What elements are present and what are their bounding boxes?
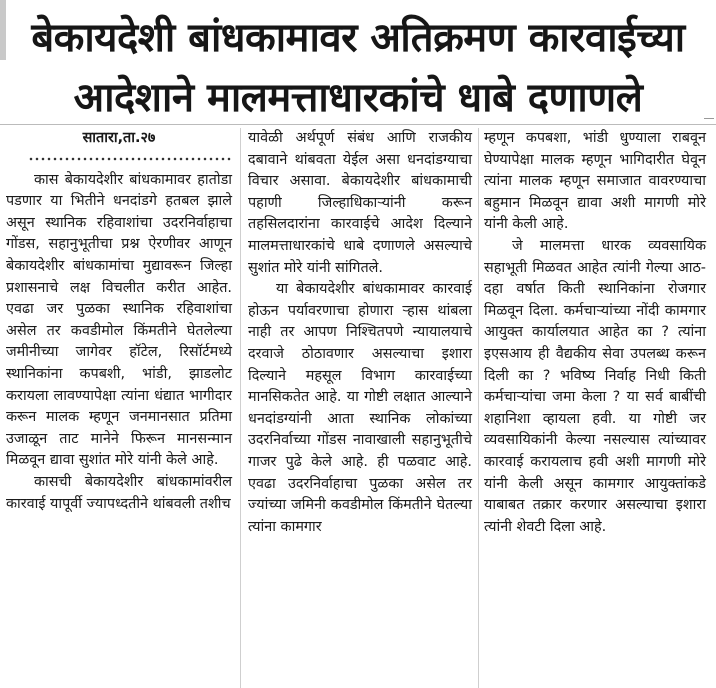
article-column-1 (6, 128, 232, 515)
column-2-paragraph-2: या बेकायदेशीर बांधकामावर कारवाई होऊन पर्यावरणाचा होणारा ऱ्हास थांबला नाही तर आपण निश्चितपणे न्यायालयाचे दरवाजे ठोठावणार असल्याचा इशारा दिल्याने महसूल विभाग कारवाईच्या मानसिकतेत आहे. या गोष्टी लक्षात आल्याने धनदांडग्यांनी आता स्थानिक लोकांच्या उदरनिर्वाच्या गोंडस नावाखाली सहानुभूतीचे गाजर पुढे केले आहे. ही पळवाट आहे. एवढा उदरनिर्वाहाचा पुळका असेल तर ज्यांच्या जमिनी कवडीमोल किंमतीने घेतल्या त्यांना कामगार (248, 281, 472, 535)
article-column-3 (484, 128, 706, 538)
right-edge-mark (704, 118, 714, 119)
column-divider-1 (240, 128, 241, 688)
column-1-paragraph-1: कास बेकायदेशीर बांधकामावर हातोडा पडणार या भितीने धनदांडगे हतबल झाले असून स्थानिक रहिवाशांचा उदरनिर्वाहाचा गोंडस, सहानुभूतीचा प्रश्न ऐरणीवर आणून बेकायदेशीर बांधकामांचा मुद्यावरून जिल्हा प्रशासनाचे लक्ष विचलीत करीत आहेत. एवढा जर पुळका स्थानिक रहिवाशांचा असेल तर कवडीमोल किंमतीने घेतलेल्या जमीनीच्या जागेवर हॉटेल, रिसॉर्टमध्ये स्थानिकांना कपबशी, भांडी, झाडलोट करायला लावण्यापेक्षा त्यांना धंद्यात भागीदार करून मालक म्हणून जनमानसात प्रतिमा उजाळून ताट मानेने फिरून मानसन्मान मिळवून द्यावा सुशांत मोरे यांनी केले आहे. (6, 171, 232, 469)
column-3-paragraph-2: जे मालमत्ता धारक व्यवसायिक सहाभूती मिळवत आहेत त्यांनी गेल्या आठ-दहा वर्षात किती स्थानिकांना रोजगार मिळवून दिला. कर्मचाऱ्यांच्या नोंदी कामगार आयुक्त कार्यालयात आहेत का ? त्यांना इएसआय ही वैद्यकीय सेवा उपलब्ध करून दिली का ? भविष्य निर्वाह निधी किती कर्मचाऱ्यांचा जमा केला ? या सर्व बाबींची शहानिशा व्हायला हवी. या गोष्टी जर व्यवसायिकांनी केल्या नसल्यास त्यांच्यावर कारवाई करायलाच हवी अशी मागणी मोरे यांनी केली असून कामगार आयुक्तांकडे याबाबत तक्रार करणार असल्याचा इशारा त्यांनी शेवटी दिला आहे. (484, 237, 706, 535)
headline-line-2: आदेशाने मालमत्ताधारकांचे धाबे दणाणले (73, 75, 643, 121)
column-1-paragraph-2: कासची बेकायदेशीर बांधकामांवरील कारवाई यापूर्वी ज्यापध्दतीने थांबवली तशीच (6, 473, 232, 512)
dotted-separator (28, 154, 232, 164)
headline-rule (0, 124, 716, 125)
column-3-paragraph-1: म्हणून कपबशा, भांडी धुण्याला राबवून घेण्यापेक्षा मालक म्हणून भागिदारीत घेवून त्यांना मालक म्हणून समाजात वावरण्याचा बहुमान मिळवून द्यावा अशी मागणी मोरे यांनी केली आहे. (484, 130, 706, 233)
column-2-paragraph-1: यावेळी अर्थपूर्ण संबंध आणि राजकीय दबावाने थांबवता येईल असा धनदांडग्याचा विचार असावा. बेकायदेशीर बांधकामाची पहाणी जिल्हाधिकाऱ्यांनी करून तहसिलदारांना कारवाईचे आदेश दिल्याने मालमत्ताधारकांचे धाबे दणाणले असल्याचे सुशांत मोरे यांनी सांगितले. (248, 130, 472, 276)
dateline: सातारा,ता.२७ (82, 130, 156, 146)
column-divider-2 (478, 128, 479, 688)
headline-line-1: बेकायदेशी बांधकामावर अतिक्रमण कारवाईच्या (31, 15, 685, 61)
article-column-2 (248, 128, 472, 538)
